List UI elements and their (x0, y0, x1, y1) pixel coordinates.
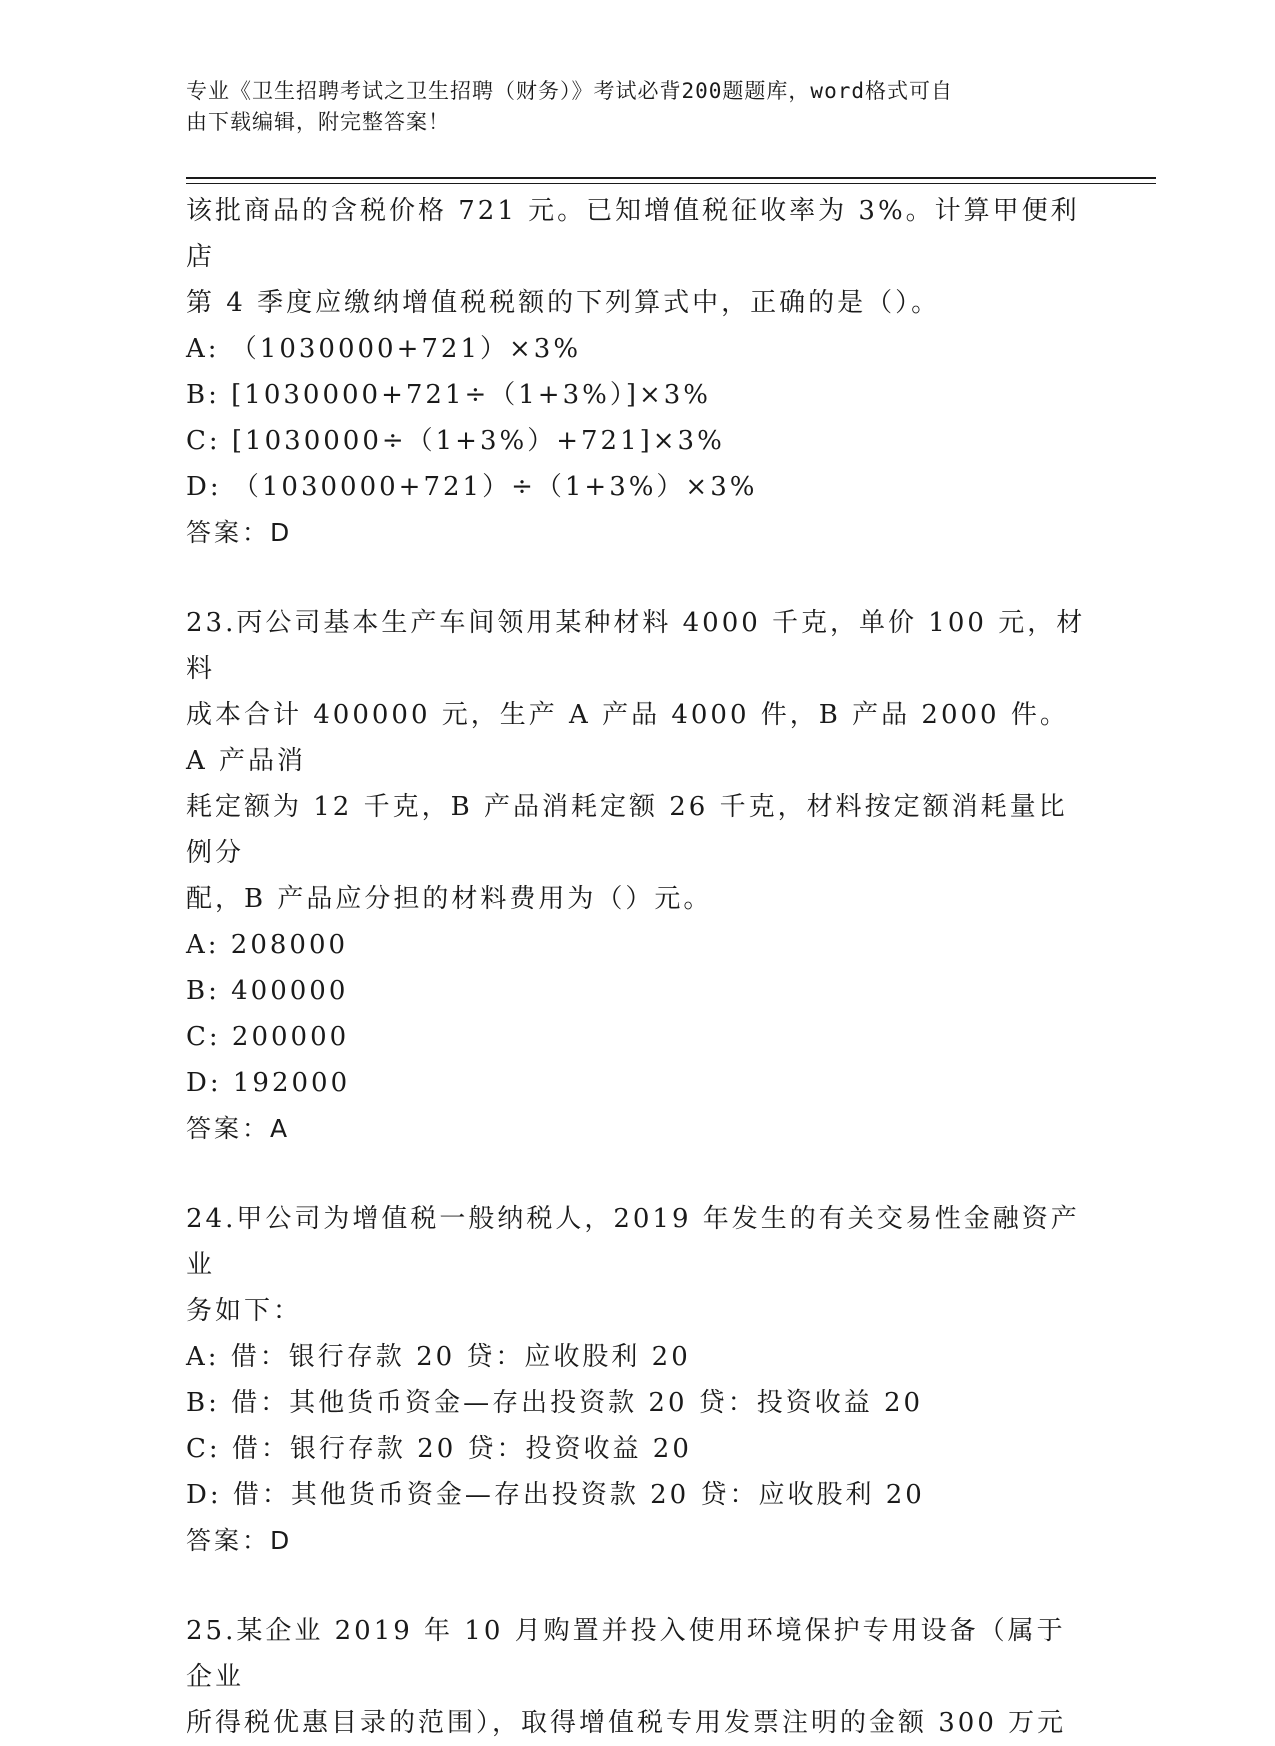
option-c: C: 借：银行存款 20 贷：投资收益 20 (186, 1434, 692, 1464)
question-stem-line: 配，B 产品应分担的材料费用为（）元。 (186, 884, 713, 914)
option-b: B: 400000 (186, 976, 349, 1006)
question-stem-line: 23.丙公司基本生产车间领用某种材料 4000 千克，单价 100 元，材料 (186, 608, 1086, 684)
option-c: C: 200000 (186, 1022, 350, 1052)
header-line-2: 由下载编辑，附完整答案！ (186, 110, 450, 134)
question-stem-line: 成本合计 400000 元，生产 A 产品 4000 件，B 产品 2000 件。A 产品消 (186, 700, 1069, 776)
question-stem-line: 第 4 季度应缴纳增值税税额的下列算式中，正确的是（）。 (186, 288, 941, 318)
answer: 答案：D (186, 1526, 293, 1555)
question-24 (186, 1196, 1086, 1564)
question-stem-line: 24.甲公司为增值税一般纳税人，2019 年发生的有关交易性金融资产业 (186, 1204, 1080, 1280)
question-stem-line: 耗定额为 12 千克，B 产品消耗定额 26 千克，材料按定额消耗量比例分 (186, 792, 1068, 868)
question-stem-line: 务如下： (186, 1296, 303, 1326)
option-d: D: （1030000+721）÷（1+3%）×3% (186, 472, 758, 502)
option-c: C: [1030000÷（1+3%）+721]×3% (186, 426, 725, 456)
header-line-1: 专业《卫生招聘考试之卫生招聘（财务）》考试必背200题题库，word格式可自 (186, 79, 953, 103)
question-spacer (186, 556, 1086, 600)
document-body (186, 188, 1086, 1746)
answer: 答案：A (186, 1114, 291, 1143)
answer: 答案：D (186, 518, 293, 547)
question-stem-line: 25.某企业 2019 年 10 月购置并投入使用环境保护专用设备（属于企业 (186, 1616, 1066, 1692)
option-b: B: [1030000+721÷（1+3%）]×3% (186, 380, 712, 410)
question-spacer (186, 1564, 1086, 1608)
option-a: A: 208000 (186, 930, 349, 960)
question-stem-line: 所得税优惠目录的范围），取得增值税专用发票注明的金额 300 万元 (186, 1708, 1067, 1738)
document-header (186, 76, 1086, 138)
question-23 (186, 600, 1086, 1152)
question-25 (186, 1608, 1086, 1746)
option-d: D: 192000 (186, 1068, 351, 1098)
option-a: A: 借：银行存款 20 贷：应收股利 20 (186, 1342, 691, 1372)
option-d: D: 借：其他货币资金—存出投资款 20 贷：应收股利 20 (186, 1480, 925, 1510)
header-divider-thin (186, 183, 1156, 184)
question-22 (186, 188, 1086, 556)
question-stem-line: 该批商品的含税价格 721 元。已知增值税征收率为 3%。计算甲便利店 (186, 196, 1080, 272)
question-spacer (186, 1152, 1086, 1196)
header-divider-thick (186, 177, 1156, 179)
option-a: A: （1030000+721）×3% (186, 334, 582, 364)
option-b: B: 借：其他货币资金—存出投资款 20 贷：投资收益 20 (186, 1388, 924, 1418)
